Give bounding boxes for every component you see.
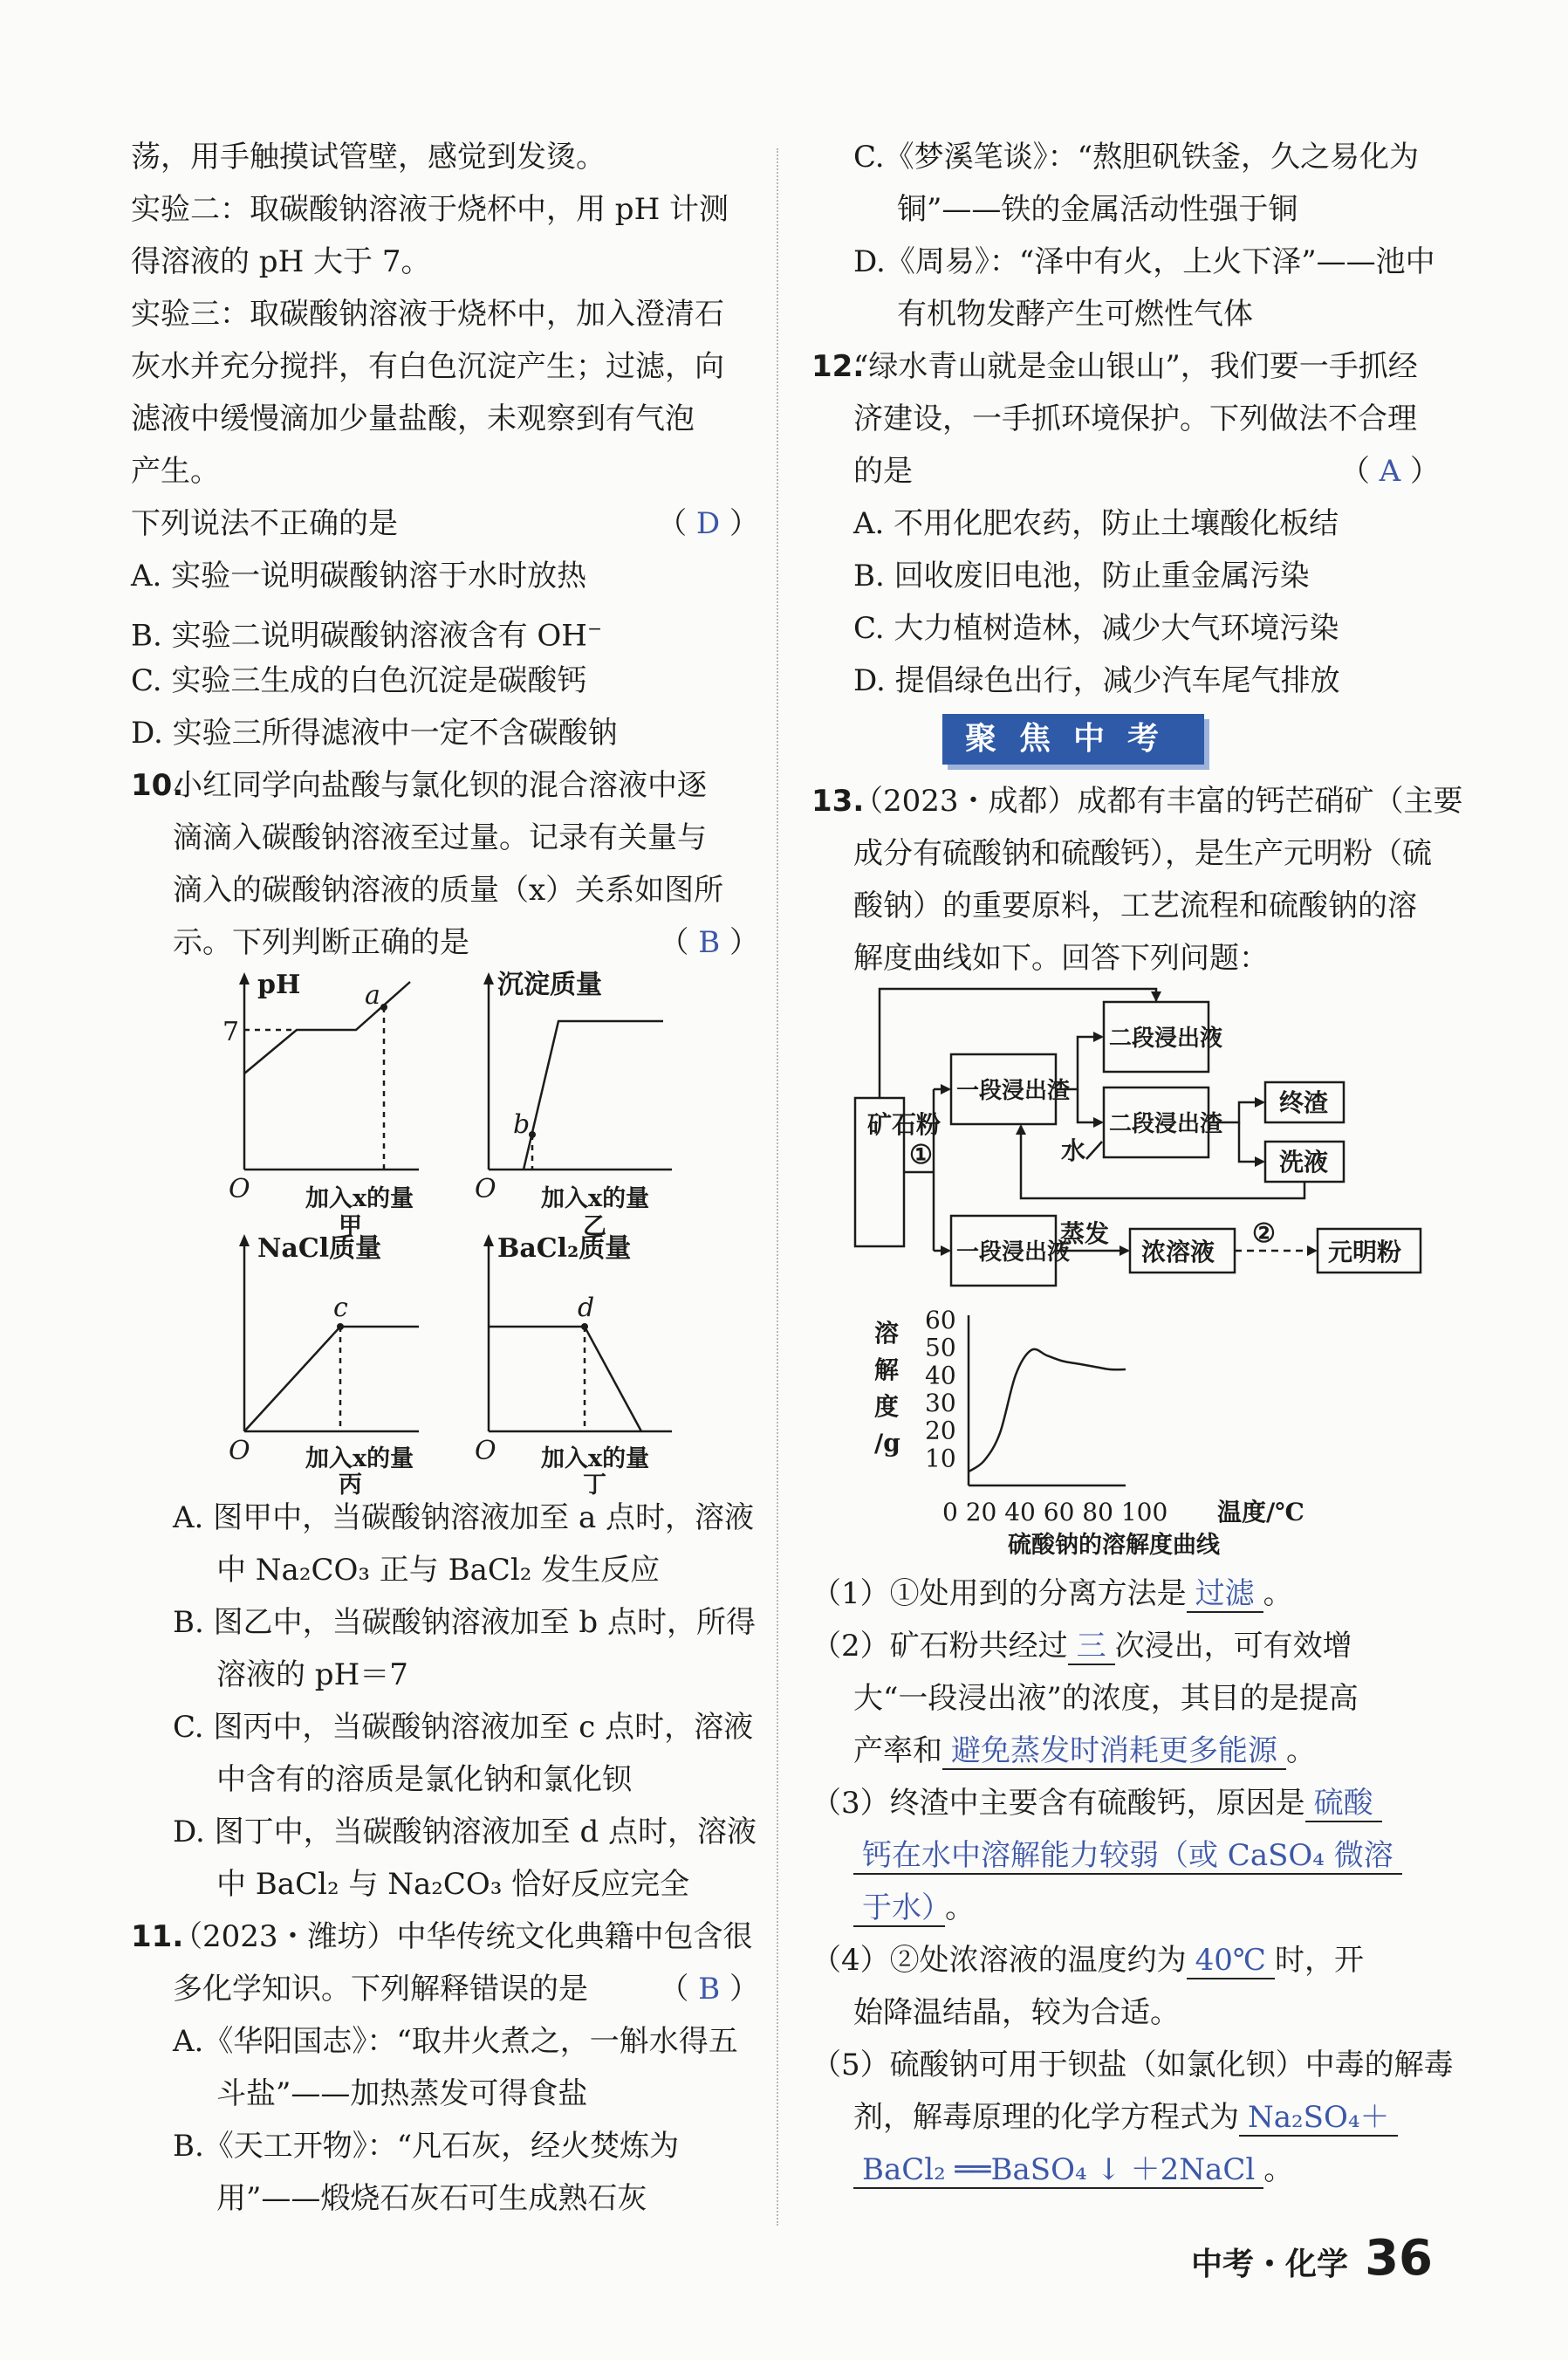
q13-line [811, 775, 1463, 827]
answer-blank: 三 [1068, 1629, 1115, 1665]
q13-line: 解度曲线如下。回答下列问题： [853, 941, 1269, 976]
q11-line [131, 1963, 759, 2015]
answer-paren: （ B ） [659, 1972, 759, 2007]
q12-line [811, 445, 1440, 497]
q10-graphs [131, 969, 759, 1499]
text-line: 产生。 [131, 454, 220, 489]
graph-ding-xlabel: 加入x的量 [541, 1445, 650, 1472]
wash-label: 洗液 [1279, 1148, 1329, 1177]
q12-text: “绿水青山就是金山银山”，我们要一手抓经 [853, 349, 1418, 384]
arrow-icon [1255, 1156, 1265, 1167]
answer-blank: 避免蒸发时消耗更多能源 [942, 1733, 1286, 1770]
footer-label: 中考・化学 [1190, 2247, 1348, 2282]
page-footer [1191, 2230, 1433, 2287]
section-banner: 聚焦中考 [942, 714, 1204, 765]
sol-ytick-label: 50 [925, 1333, 956, 1362]
answer-blank: 硫酸 [1305, 1786, 1382, 1822]
graph-ding-ylabel: BaCl₂质量 [497, 1233, 632, 1264]
arrow-icon [1093, 1032, 1104, 1042]
q11-option-b-cont: 用”——煅烧石灰石可生成熟石灰 [216, 2181, 647, 2216]
graph-yi-point: b [513, 1109, 531, 1140]
q12-option-b: B. 回收废旧电池，防止重金属污染 [853, 559, 1310, 593]
q13-part5: （5）硫酸钠可用于钡盐（如氯化钡）中毒的解毒 [811, 2048, 1454, 2082]
sol-ytick-label: 10 [925, 1444, 956, 1473]
q10-line: 滴滴入碳酸钠溶液至过量。记录有关量与 [173, 820, 707, 855]
q13-part2 [811, 1620, 1440, 1672]
graph-bing-ylabel: NaCl质量 [257, 1233, 382, 1264]
sol-ylabel-char: /g [874, 1429, 900, 1458]
process-flow-diagram [811, 984, 1440, 1299]
q11-text: 多化学知识。下列解释错误的是 [173, 1972, 588, 2007]
sol-ylabel-char: 度 [874, 1392, 900, 1421]
graph-yi-xlabel: 加入x的量 [541, 1185, 650, 1212]
q13-line: 成分有硫酸钠和硫酸钙），是生产元明粉（硫 [853, 836, 1432, 871]
graph-bing-point: c [333, 1293, 348, 1323]
conc-label: 浓溶液 [1141, 1238, 1215, 1266]
graph-bing-curve [244, 1327, 419, 1431]
graph-yi-name: 乙 [583, 1213, 606, 1240]
arrow-icon [1255, 1097, 1265, 1108]
graph-jia-xlabel: 加入x的量 [305, 1185, 414, 1212]
answer-blank: 钙在水中溶解能力较弱（或 CaSO₄ 微溶 [853, 1838, 1402, 1875]
question-number: 13. [811, 784, 865, 819]
point-a-dot [380, 1004, 387, 1011]
graph-ding-origin: O [475, 1436, 496, 1466]
q13-part2-cont [811, 1725, 1440, 1777]
q11-option-a-cont: 斗盐”——加热蒸发可得食盐 [216, 2076, 588, 2111]
answer: A [1379, 454, 1401, 489]
graph-jia-seven: 7 [223, 1017, 240, 1047]
q11-option-b: B.《天工开物》：“凡石灰，经火焚炼为 [173, 2129, 680, 2164]
part-text: 剂，解毒原理的化学方程式为 [853, 2100, 1239, 2135]
text-line: 灰水并充分搅拌，有白色沉淀产生；过滤，向 [131, 349, 724, 384]
q12-option-c: C. 大力植树造林，减少大气环境污染 [853, 611, 1339, 646]
q11-option-c-cont: 铜”——铁的金属活动性强于铜 [897, 192, 1298, 227]
q13-text: （2023・成都）成都有丰富的钙芒硝矿（主要 [853, 784, 1463, 819]
liq2-label: 二段浸出液 [1109, 1026, 1223, 1052]
graph-yi-curve [524, 1021, 663, 1170]
q13-part3-cont [811, 1882, 1440, 1934]
answer-paren: （ D ） [657, 506, 759, 541]
water-label: 水 [1061, 1136, 1086, 1165]
q10-option-b: B. 图乙中，当碳酸钠溶液加至 b 点时，所得 [173, 1605, 756, 1640]
q13-part4 [811, 1934, 1440, 1986]
text-line: 荡，用手触摸试管壁，感觉到发烫。 [131, 140, 606, 175]
product-label: 元明粉 [1328, 1238, 1402, 1266]
q12-line: 济建设，一手抓环境保护。下列做法不合理 [853, 401, 1417, 436]
sol-xticks: 0 20 40 60 80 100 [942, 1498, 1168, 1526]
stem-text: 下列说法不正确的是 [131, 506, 398, 541]
arrow-icon [1120, 1245, 1130, 1256]
step2-label: ② [1252, 1218, 1276, 1249]
q10-option-a-cont: 中 Na₂CO₃ 正与 BaCl₂ 发生反应 [216, 1553, 661, 1588]
point-d-dot [581, 1323, 588, 1330]
q13-part3-cont [811, 1829, 1440, 1882]
flow-line [1239, 1122, 1263, 1162]
option-c: C. 实验三生成的白色沉淀是碳酸钙 [131, 663, 587, 698]
part-text: （3）终渣中主要含有硫酸钙，原因是 [811, 1786, 1305, 1821]
graph-ding-curve [489, 1327, 641, 1431]
q13-part4-cont: 始降温结晶，较为合适。 [853, 1995, 1180, 2030]
q11-option-a: A.《华阳国志》：“取井火煮之，一斛水得五 [173, 2024, 738, 2059]
graph-ding-point: d [578, 1293, 595, 1323]
part-text: （2）矿石粉共经过 [811, 1629, 1068, 1664]
q11-option-c: C.《梦溪笔谈》：“熬胆矾铁釜，久之易化为 [853, 140, 1419, 175]
answer-blank: 40℃ [1187, 1943, 1275, 1979]
question-number: 11. [131, 1919, 184, 1954]
part-text: 。 [1286, 1733, 1316, 1768]
graph-bing-name: 丙 [339, 1472, 362, 1499]
text-line: 实验三：取碳酸钠溶液于烧杯中，加入澄清石 [131, 297, 724, 332]
arrow-icon [483, 1234, 494, 1246]
q12-text: 的是 [853, 454, 913, 489]
graph-jia-ylabel: pH [257, 970, 301, 1000]
q12-line [811, 340, 1440, 393]
graph-jia-name: 甲 [339, 1213, 362, 1240]
arrow-icon [239, 1234, 250, 1246]
res1-label: 一段浸出渣 [956, 1078, 1071, 1104]
graph-bing-origin: O [229, 1436, 250, 1466]
option-a: A. 实验一说明碳酸钠溶于水时放热 [131, 559, 587, 593]
graph-ding-name: 丁 [583, 1472, 606, 1499]
sol-ytick-label: 30 [925, 1389, 956, 1417]
sol-series-line [969, 1349, 1126, 1472]
arrow-icon [1016, 1124, 1026, 1135]
q11-option-d: D.《周易》：“泽中有火，上火下泽”——池中 [853, 244, 1435, 279]
answer: B [698, 925, 721, 960]
q10-line: 滴入的碳酸钠溶液的质量（x）关系如图所 [173, 873, 724, 908]
right-column [811, 131, 1463, 2196]
sol-ytick-label: 60 [925, 1306, 956, 1334]
sol-ylabel-char: 解 [874, 1355, 900, 1384]
q10-line [131, 759, 759, 812]
q12-option-d: D. 提倡绿色出行，减少汽车尾气排放 [853, 663, 1340, 698]
part-text: 时，开 [1274, 1943, 1364, 1978]
sol-ytick-label: 40 [925, 1361, 956, 1390]
question-number: 10. [131, 768, 184, 803]
part-text: 。 [1263, 1576, 1293, 1611]
q10-line [131, 916, 759, 969]
flow-line [1078, 1089, 1102, 1122]
answer-blank: 于水） [853, 1890, 945, 1927]
graph-yi-ylabel: 沉淀质量 [497, 970, 602, 1000]
liq1-label: 一段浸出液 [956, 1239, 1071, 1266]
option-b-text: B. 实验二说明碳酸钠溶液含有 OH [131, 618, 587, 654]
text-line: 滤液中缓慢滴加少量盐酸，未观察到有气泡 [131, 401, 695, 436]
option-d: D. 实验三所得滤液中一定不含碳酸钠 [131, 716, 618, 751]
answer-paren: （ B ） [659, 925, 759, 960]
q13-part5-cont [811, 2144, 1440, 2196]
part-text: （4）②处浓溶液的温度约为 [811, 1943, 1187, 1978]
arrow-icon [483, 972, 494, 984]
res2-label: 二段浸出渣 [1109, 1111, 1223, 1137]
arrow-icon [941, 1084, 951, 1094]
answer-blank: BaCl₂ ══BaSO₄ ↓ ＋2NaCl [853, 2152, 1263, 2189]
option-b-sup: − [586, 618, 603, 639]
point-c-dot [337, 1323, 344, 1330]
q11-text: （2023・潍坊）中华传统文化典籍中包含很 [173, 1919, 753, 1954]
column-divider [777, 148, 778, 2226]
step1-label: ① [909, 1140, 933, 1170]
graph-jia-origin: O [229, 1174, 250, 1204]
sol-title: 硫酸钠的溶解度曲线 [1008, 1532, 1220, 1559]
q12-option-a: A. 不用化肥农药，防止土壤酸化板结 [853, 506, 1339, 541]
q10-text: 小红同学向盐酸与氯化钡的混合溶液中逐 [173, 768, 707, 803]
ore-char: 矿石粉 [867, 1110, 941, 1139]
answer-paren: （ A ） [1339, 454, 1440, 489]
part-text: 产率和 [853, 1733, 942, 1768]
q11-option-d-cont: 有机物发酵产生可燃性气体 [897, 297, 1253, 332]
q10-option-d: D. 图丁中，当碳酸钠溶液加至 d 点时，溶液 [173, 1815, 757, 1849]
text-line: 得溶液的 pH 大于 7。 [131, 244, 431, 279]
q10-option-c-cont: 中含有的溶质是氯化钠和氯化钡 [216, 1762, 632, 1797]
graph-bing-xlabel: 加入x的量 [305, 1445, 414, 1472]
arrow-icon [941, 1245, 951, 1256]
arrow-icon [239, 972, 250, 984]
sol-ytick-label: 20 [925, 1416, 956, 1445]
final-res-label: 终渣 [1279, 1088, 1329, 1117]
part-text: 。 [945, 1890, 975, 1925]
part-text: 。 [1263, 2152, 1294, 2187]
option-b [131, 602, 759, 655]
graph-yi-origin: O [475, 1174, 496, 1204]
q13-part3 [811, 1777, 1440, 1829]
q11-line [131, 1911, 759, 1963]
q13-part2-cont: 大“一段浸出液”的浓度，其目的是提高 [853, 1681, 1359, 1716]
arrow-icon [1151, 991, 1161, 1002]
graph-jia-point: a [365, 980, 380, 1011]
part-text: 次浸出，可有效增 [1114, 1629, 1352, 1664]
q13-part1 [811, 1568, 1440, 1620]
q13-line: 酸钠）的重要原料，工艺流程和硫酸钠的溶 [853, 888, 1417, 923]
answer-blank: Na₂SO₄＋ [1239, 2100, 1398, 2137]
q10-text: 示。下列判断正确的是 [173, 925, 469, 960]
left-column [131, 131, 759, 2225]
part-text: （1）①处用到的分离方法是 [811, 1576, 1187, 1611]
answer: D [695, 506, 721, 541]
q10-option-a: A. 图甲中，当碳酸钠溶液加至 a 点时，溶液 [173, 1500, 755, 1535]
solubility-chart [811, 1307, 1440, 1560]
q9-stem [131, 497, 759, 550]
text-line: 实验二：取碳酸钠溶液于烧杯中，用 pH 计测 [131, 192, 729, 227]
sol-ylabel-char: 溶 [874, 1319, 900, 1348]
q10-option-c: C. 图丙中，当碳酸钠溶液加至 c 点时，溶液 [173, 1710, 754, 1745]
arrow-icon [1307, 1245, 1318, 1256]
sol-xlabel: 温度/℃ [1217, 1498, 1304, 1526]
q10-option-d-cont: 中 BaCl₂ 与 Na₂CO₃ 恰好反应完全 [216, 1867, 690, 1902]
q10-option-b-cont: 溶液的 pH＝7 [216, 1657, 408, 1692]
arrow-icon [1093, 1117, 1104, 1128]
answer-blank: 过滤 [1187, 1576, 1263, 1613]
q13-part5-cont [811, 2091, 1440, 2144]
answer: B [698, 1972, 721, 2007]
evap-label: 蒸发 [1060, 1219, 1110, 1248]
question-number: 12. [811, 349, 865, 384]
page-number: 36 [1365, 2230, 1433, 2287]
